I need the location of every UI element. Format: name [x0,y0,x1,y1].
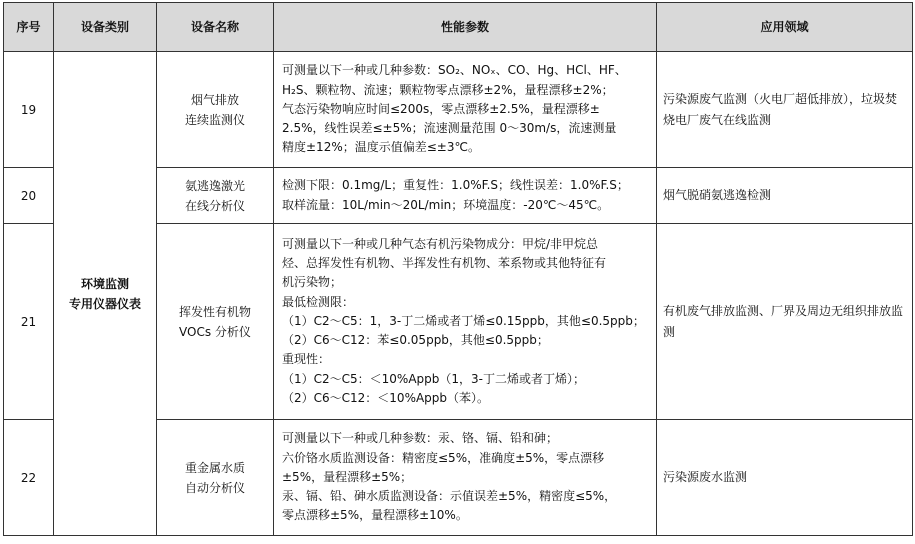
row-number: 19 [4,52,54,168]
name-line: 挥发性有机物 [178,304,251,319]
name-line: 烟气排放 [190,92,239,107]
equipment-name [157,224,274,420]
category-line: 专用仪器仪表 [68,296,141,311]
name-line: 氨逃逸激光 [184,178,245,193]
perf-line: （1）C2～C5：＜10%Appb（1，3-丁二烯或者丁烯）； [282,371,585,386]
header-performance: 性能参数 [274,3,657,52]
name-line: 在线分析仪 [184,198,245,213]
perf-line: 可测量以下一种或几种气态有机污染物成分：甲烷/非甲烷总 [282,236,599,251]
equipment-table [3,2,913,536]
header-application: 应用领域 [657,3,913,52]
performance-params [274,52,657,168]
name-line: VOCs 分析仪 [179,324,251,339]
application-field: 有机废气排放监测、厂界及周边无组织排放监测 [657,224,913,420]
perf-line: ±5%，量程漂移±5%； [282,469,413,484]
perf-line: （1）C2～C5：1，3-丁二烯或者丁烯≤0.15ppb，其他≤0.5ppb； [282,313,645,328]
perf-line: 机污染物； [282,275,343,290]
row-number: 22 [4,420,54,536]
equipment-name [157,52,274,168]
name-line: 自动分析仪 [184,480,245,495]
header-name: 设备名称 [157,3,274,52]
perf-line: 气态污染物响应时间≤200s，零点漂移±2.5%，量程漂移± [282,101,600,116]
name-line: 重金属水质 [184,460,245,475]
perf-line: 2.5%，线性误差≤±5%；流速测量范围 0～30m/s，流速测量 [282,121,617,136]
equipment-category [54,52,157,536]
header-no: 序号 [4,3,54,52]
equipment-name [157,168,274,224]
perf-line: 烃、总挥发性有机物、半挥发性有机物、苯系物或其他特征有 [282,255,607,270]
row-number: 20 [4,168,54,224]
perf-line: （2）C6～C12：＜10%Appb（苯）。 [282,391,490,406]
performance-params [274,224,657,420]
table-row [4,52,913,168]
perf-line: 精度±12%；温度示值偏差≤±3℃。 [282,140,480,155]
application-field: 污染源废水监测 [657,420,913,536]
perf-line: 可测量以下一种或几种参数：汞、铬、镉、铅和砷； [282,431,559,446]
perf-line: H₂S、颗粒物、流速；颗粒物零点漂移±2%，量程漂移±2%； [282,82,614,97]
perf-line: （2）C6～C12：苯≤0.05ppb，其他≤0.5ppb； [282,333,549,348]
perf-line: 最低检测限： [282,294,355,309]
perf-line: 检测下限：0.1mg/L；重复性：1.0%F.S；线性误差：1.0%F.S； [282,178,629,193]
category-line: 环境监测 [80,276,129,291]
perf-line: 六价铬水质监测设备：精密度≤5%，准确度±5%，零点漂移 [282,450,605,465]
perf-line: 零点漂移±5%，量程漂移±10%。 [282,508,468,523]
perf-line: 取样流量：10L/min～20L/min；环境温度：-20℃～45℃。 [282,197,610,212]
equipment-name [157,420,274,536]
row-number: 21 [4,224,54,420]
performance-params [274,168,657,224]
application-field: 污染源废气监测（火电厂超低排放），垃圾焚烧电厂废气在线监测 [657,52,913,168]
header-row [4,3,913,52]
perf-line: 重现性： [282,352,331,367]
performance-params [274,420,657,536]
header-category: 设备类别 [54,3,157,52]
perf-line: 可测量以下一种或几种参数：SO₂、NOₓ、CO、Hg、HCl、HF、 [282,63,627,78]
name-line: 连续监测仪 [184,112,245,127]
perf-line: 汞、镉、铅、砷水质监测设备：示值误差±5%，精密度≤5%， [282,489,617,504]
application-field: 烟气脱硝氨逃逸检测 [657,168,913,224]
